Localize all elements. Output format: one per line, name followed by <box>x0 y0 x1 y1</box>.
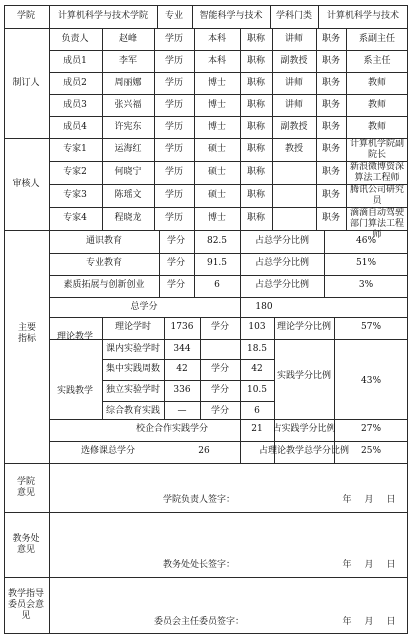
title-label: 职称 <box>246 78 266 88</box>
divider <box>192 5 193 28</box>
credit-category: 专业教育 <box>85 258 123 268</box>
title-value: 讲师 <box>284 78 304 88</box>
position-value: 教师 <box>367 100 386 110</box>
role-label: 负责人 <box>61 34 89 44</box>
role-label: 成员2 <box>63 78 87 88</box>
divider <box>240 441 241 463</box>
title-label: 职称 <box>246 144 266 154</box>
practice-ratio-label: 实践学分比例 <box>276 371 332 381</box>
degree-value: 本科 <box>207 34 227 44</box>
divider <box>334 317 335 463</box>
title-label: 职称 <box>246 190 266 200</box>
credit-category: 通识教育 <box>85 236 123 246</box>
practice-credit-unit: 学分 <box>210 364 230 374</box>
divider <box>240 28 241 230</box>
credit-ratio-label: 占总学分比例 <box>254 258 310 268</box>
position-label: 职务 <box>321 144 341 154</box>
divider <box>270 5 271 28</box>
person-name: 周丽娜 <box>114 78 142 88</box>
person-name: 何晓宁 <box>114 167 142 177</box>
credit-value: 91.5 <box>206 258 228 268</box>
person-name: 许宪东 <box>114 122 142 132</box>
title-label: 职称 <box>246 100 266 110</box>
practice-credit-unit: 学分 <box>210 406 230 416</box>
credit-category: 素质拓展与创新创业 <box>63 280 145 290</box>
credit-ratio-value: 46% <box>355 236 377 246</box>
degree-label: 学历 <box>164 190 184 200</box>
degree-value: 硕士 <box>207 144 227 154</box>
drafters-section-label: 制订人 <box>12 78 40 88</box>
position-value: 腾讯公司研究员 <box>349 185 404 206</box>
credit-value: 6 <box>214 280 220 290</box>
title-value: 副教授 <box>280 56 308 66</box>
divider <box>240 317 241 419</box>
divider <box>194 28 195 230</box>
theory-credit-value: 103 <box>248 322 266 332</box>
position-value: 教师 <box>367 78 386 88</box>
date-month-label: 月 <box>364 617 374 627</box>
title-label: 职称 <box>246 34 266 44</box>
divider <box>324 230 325 297</box>
opinion-label: 学院意见 <box>16 477 35 498</box>
position-value: 教师 <box>367 122 386 132</box>
degree-label: 学历 <box>164 167 184 177</box>
role-label: 专家1 <box>63 144 87 154</box>
degree-value: 博士 <box>207 213 227 223</box>
divider <box>157 5 158 28</box>
position-label: 职务 <box>321 167 341 177</box>
program-approval-form <box>4 5 408 634</box>
role-label: 成员1 <box>63 56 87 66</box>
total-credits-label: 总学分 <box>130 302 158 312</box>
border-top <box>4 5 408 6</box>
credit-ratio-value: 51% <box>355 258 377 268</box>
divider <box>102 317 103 419</box>
position-label: 职务 <box>321 34 341 44</box>
practice-credit-value: 18.5 <box>246 344 268 354</box>
practice-credit-value: 42 <box>251 364 263 374</box>
category-value: 计算机科学与技术 <box>326 11 400 21</box>
coop-ratio-label: 占实践学分比例 <box>272 424 336 434</box>
title-label: 职称 <box>246 122 266 132</box>
signature-label: 委员会主任委员签字： <box>153 617 245 627</box>
practice-credit-unit: 学分 <box>210 385 230 395</box>
credit-unit: 学分 <box>166 236 186 246</box>
coop-credits-value: 21 <box>251 424 263 434</box>
total-credits-value: 180 <box>255 302 273 312</box>
practice-item: 独立实验学时 <box>105 385 161 395</box>
college-label: 学院 <box>16 11 36 21</box>
practice-amount: 42 <box>176 364 188 374</box>
theory-ratio-label: 理论学分比例 <box>276 322 332 332</box>
border-right <box>407 5 408 634</box>
degree-value: 博士 <box>207 122 227 132</box>
degree-value: 本科 <box>207 56 227 66</box>
practice-amount: 336 <box>173 385 191 395</box>
date-day-label: 日 <box>386 617 396 627</box>
degree-value: 硕士 <box>207 167 227 177</box>
role-label: 专家4 <box>63 213 87 223</box>
divider <box>274 317 275 463</box>
elective-credits-value: 26 <box>198 446 210 456</box>
title-value: 教授 <box>284 144 304 154</box>
title-value: 副教授 <box>280 122 308 132</box>
divider <box>159 230 160 297</box>
divider <box>49 275 408 276</box>
degree-label: 学历 <box>164 34 184 44</box>
elective-credits-label: 选修课总学分 <box>80 446 136 456</box>
divider <box>154 28 155 230</box>
practice-amount: — <box>177 406 187 416</box>
position-value: 计算机学院副院长 <box>349 139 404 160</box>
position-label: 职务 <box>321 122 341 132</box>
theory-hours-value: 1736 <box>170 322 194 332</box>
date-year-label: 年 <box>342 617 352 627</box>
college-value: 计算机科学与技术学院 <box>57 11 149 21</box>
role-label: 专家2 <box>63 167 87 177</box>
person-name: 赵峰 <box>118 34 138 44</box>
signature-label: 学院负责人签字： <box>162 495 236 505</box>
credit-unit: 学分 <box>166 280 186 290</box>
person-name: 李军 <box>118 56 138 66</box>
degree-label: 学历 <box>164 100 184 110</box>
title-label: 职称 <box>246 56 266 66</box>
divider <box>318 5 319 28</box>
date-year-label: 年 <box>342 560 352 570</box>
position-label: 职务 <box>321 213 341 223</box>
position-label: 职务 <box>321 100 341 110</box>
degree-value: 博士 <box>207 78 227 88</box>
major-label: 专业 <box>164 11 184 21</box>
degree-value: 博士 <box>207 100 227 110</box>
divider <box>49 419 408 420</box>
position-value: 滴滴自动驾驶部门算法工程师 <box>349 208 404 240</box>
divider <box>102 380 274 381</box>
title-value: 讲师 <box>284 34 304 44</box>
theory-hours-label: 理论学时 <box>114 322 152 332</box>
practice-teaching-label: 实践教学 <box>56 386 94 396</box>
practice-item: 集中实践周数 <box>105 364 161 374</box>
degree-label: 学历 <box>164 56 184 66</box>
credit-unit: 学分 <box>166 258 186 268</box>
role-label: 成员3 <box>63 100 87 110</box>
divider <box>102 401 274 402</box>
date-month-label: 月 <box>364 495 374 505</box>
divider <box>4 577 408 578</box>
border-left <box>4 5 5 634</box>
divider <box>49 253 408 254</box>
coop-ratio-value: 27% <box>360 424 382 434</box>
position-value: 新浪微博资深算法工程师 <box>349 162 404 183</box>
divider <box>240 419 241 441</box>
credit-ratio-label: 占总学分比例 <box>254 280 310 290</box>
divider <box>49 441 408 442</box>
role-label: 专家3 <box>63 190 87 200</box>
signature-label: 教务处处长签字： <box>162 560 236 570</box>
divider <box>49 5 50 463</box>
divider <box>194 230 195 297</box>
practice-item: 课内实验学时 <box>105 344 161 354</box>
position-label: 职务 <box>321 78 341 88</box>
divider <box>272 28 273 230</box>
degree-value: 硕士 <box>207 190 227 200</box>
date-day-label: 日 <box>386 560 396 570</box>
credit-ratio-label: 占总学分比例 <box>254 236 310 246</box>
divider <box>200 317 201 419</box>
title-label: 职称 <box>246 167 266 177</box>
divider <box>49 297 408 298</box>
border-bottom <box>4 633 408 634</box>
position-label: 职务 <box>321 56 341 66</box>
practice-credit-value: 10.5 <box>246 385 268 395</box>
major-value: 智能科学与技术 <box>199 11 263 21</box>
date-day-label: 日 <box>386 495 396 505</box>
divider <box>240 230 241 297</box>
date-month-label: 月 <box>364 560 374 570</box>
degree-label: 学历 <box>164 122 184 132</box>
practice-amount: 344 <box>173 344 191 354</box>
practice-item: 综合教育实践 <box>105 406 161 416</box>
practice-credit-value: 6 <box>254 406 260 416</box>
position-value: 系主任 <box>363 56 391 66</box>
position-label: 职务 <box>321 190 341 200</box>
divider <box>4 28 408 29</box>
credit-ratio-value: 3% <box>358 280 374 290</box>
divider <box>316 28 317 230</box>
person-name: 陈瑶文 <box>114 190 142 200</box>
credit-value: 82.5 <box>206 236 228 246</box>
category-label: 学科门类 <box>275 11 313 21</box>
role-label: 成员4 <box>63 122 87 132</box>
degree-label: 学历 <box>164 78 184 88</box>
opinion-label: 教学指导委员会意见 <box>7 589 44 621</box>
divider <box>49 463 50 634</box>
divider <box>102 28 103 230</box>
indicators-section-label: 主要指标 <box>17 323 36 344</box>
divider <box>4 463 408 464</box>
title-value: 讲师 <box>284 100 304 110</box>
divider <box>164 317 165 419</box>
divider <box>102 359 274 360</box>
theory-credit-unit: 学分 <box>210 322 230 332</box>
person-name: 张兴福 <box>114 100 142 110</box>
divider <box>240 297 241 317</box>
person-name: 运海红 <box>114 144 142 154</box>
degree-label: 学历 <box>164 213 184 223</box>
theory-ratio-value: 57% <box>360 322 382 332</box>
degree-label: 学历 <box>164 144 184 154</box>
date-year-label: 年 <box>342 495 352 505</box>
title-label: 职称 <box>246 213 266 223</box>
person-name: 程晓龙 <box>114 213 142 223</box>
opinion-label: 教务处意见 <box>12 534 40 555</box>
theory-teaching-label: 理论教学 <box>56 332 94 342</box>
practice-ratio-value: 43% <box>360 376 382 386</box>
elective-ratio-label: 占理论教学总学分比例 <box>258 446 350 456</box>
elective-ratio-value: 25% <box>360 446 382 456</box>
coop-credits-label: 校企合作实践学分 <box>135 424 209 434</box>
divider <box>4 512 408 513</box>
position-value: 系副主任 <box>358 34 395 44</box>
reviewers-section-label: 审核人 <box>12 179 40 189</box>
